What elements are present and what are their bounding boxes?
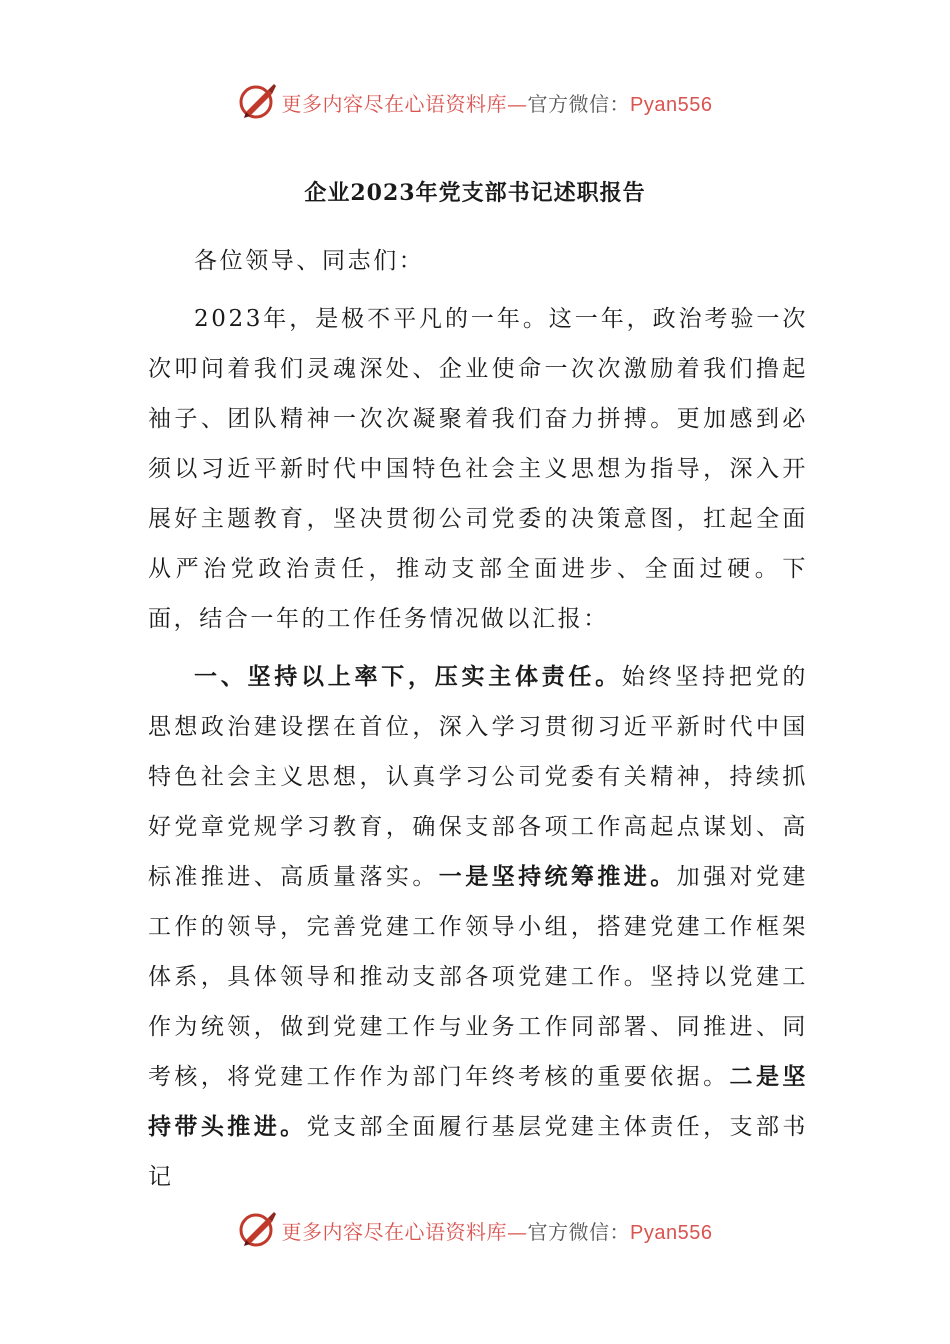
subsection-1-heading: 一是坚持统筹推进。	[438, 863, 677, 890]
banner-text	[282, 88, 713, 117]
header-banner	[0, 80, 950, 124]
pen-logo-icon	[238, 1210, 278, 1250]
greeting: 各位领导、同志们：	[194, 248, 425, 274]
intro-paragraph: 2023年，是极不平凡的一年。这一年，政治考验一次次叩问着我们灵魂深处、企业使命一次次激励着我们撸起袖子、团队精神一次次凝聚着我们奋力拼搏。更加感到必须以习近平新时代中国特色社会主义思想为指导，深入开展好主题教育，坚决贯彻公司党委的决策意图，扛起全面从严治党政治责任，推动支部全面进步、全面过硬。下面，结合一年的工作任务情况做以汇报：	[148, 306, 808, 632]
banner-account: Pyan556	[630, 1221, 713, 1244]
subsection-1-text: 加强对党建工作的领导，完善党建工作领导小组，搭建党建工作框架体系，具体领导和推动支部各项党建工作。坚持以党建工作为统领，做到党建工作与业务工作同部署、同推进、同考核，将党建工作作为部门年终考核的重要依据。	[148, 864, 809, 1090]
subsection-2-heading: 二是坚持带头推进。	[148, 1063, 808, 1140]
banner-text	[282, 1216, 713, 1245]
banner-wechat-label: 官方微信：	[527, 91, 631, 116]
banner-main-text: 更多内容尽在心语资料库	[281, 91, 508, 116]
section-1-paragraph	[148, 652, 808, 1202]
banner-wechat-label: 官方微信：	[527, 1219, 631, 1244]
document-body	[148, 236, 808, 1202]
banner-account: Pyan556	[630, 93, 713, 116]
section-1-heading: 一、坚持以上率下，压实主体责任。	[194, 663, 622, 690]
banner-dash: —	[507, 91, 528, 116]
document-title: 企业2023年党支部书记述职报告	[304, 180, 646, 206]
pen-logo-icon	[238, 82, 278, 122]
banner-main-text: 更多内容尽在心语资料库	[281, 1219, 508, 1244]
footer-banner	[0, 1208, 950, 1252]
banner-dash: —	[507, 1219, 528, 1244]
subsection-2-text: 党支部全面履行基层党建主体责任，支部书记	[148, 1114, 808, 1190]
section-1-text: 始终坚持把党的思想政治建设摆在首位，深入学习贯彻习近平新时代中国特色社会主义思想，认真学习公司党委有关精神，持续抓好党章党规学习教育，确保支部各项工作高起点谋划、高标准推进、高质量落实。	[148, 664, 808, 890]
